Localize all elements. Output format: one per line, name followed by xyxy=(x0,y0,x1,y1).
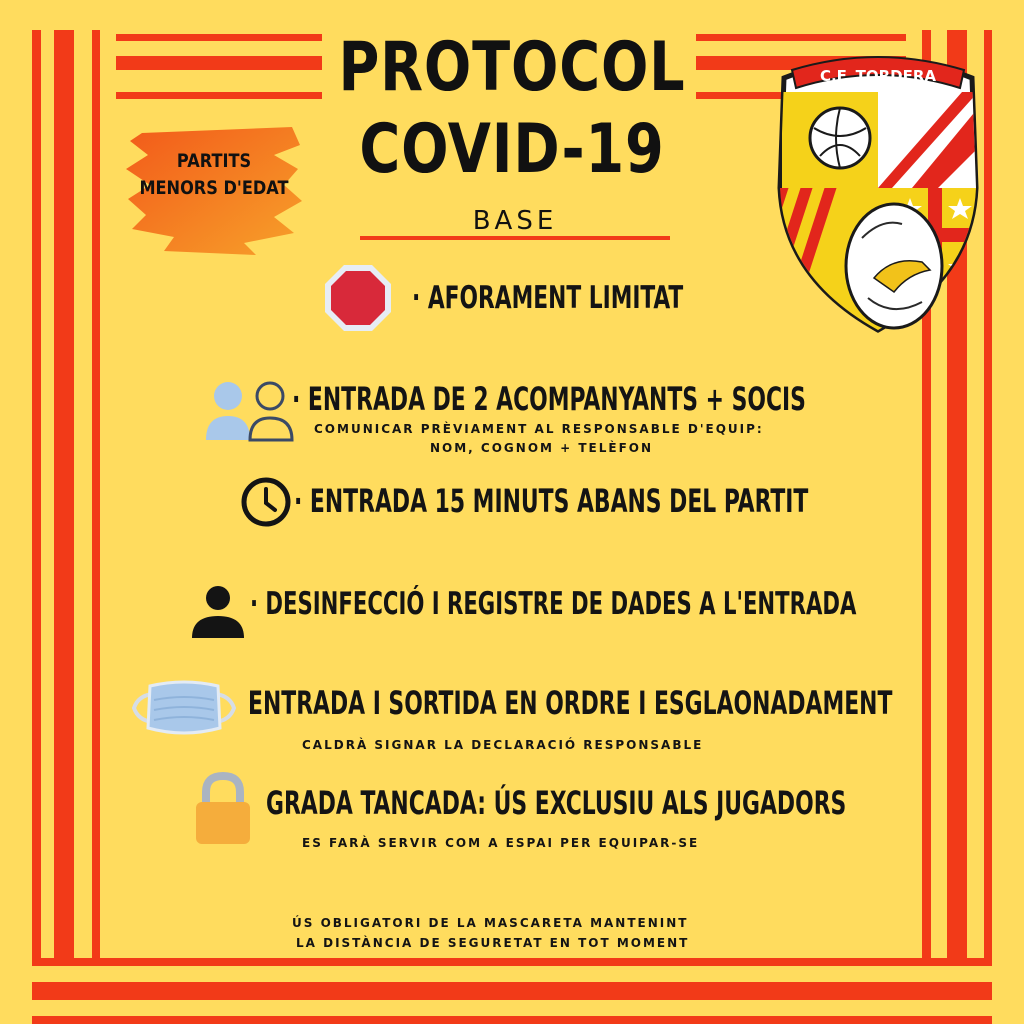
title-line-2: COVID-19 xyxy=(359,110,665,189)
left-stripe-2 xyxy=(54,30,74,960)
item-grada-note: ES FARÀ SERVIR COM A ESPAI PER EQUIPAR-SE xyxy=(302,836,700,850)
item-desinfeccio: · DESINFECCIÓ I REGISTRE DE DADES A L'ENTRADA xyxy=(250,586,857,622)
badge-label xyxy=(138,148,291,202)
item-entrada-sortida-note: CALDRÀ SIGNAR LA DECLARACIÓ RESPONSABLE xyxy=(302,738,704,752)
item-acompanyants-note-1: COMUNICAR PRÈVIAMENT AL RESPONSABLE D'EQUIP: xyxy=(314,422,764,436)
left-stripe-1 xyxy=(32,30,41,960)
bottom-stripe-2 xyxy=(32,982,992,1000)
clock-icon xyxy=(240,476,292,528)
footer-line-2: LA DISTÀNCIA DE SEGURETAT EN TOT MOMENT xyxy=(296,936,690,950)
people-icon xyxy=(204,378,298,442)
title-line-1: PROTOCOL xyxy=(338,28,686,107)
item-aforament: · AFORAMENT LIMITAT xyxy=(412,280,684,316)
badge-line-1: PARTITS xyxy=(176,150,252,172)
person-icon xyxy=(190,584,246,640)
subtitle: BASE xyxy=(472,206,558,236)
item-grada: GRADA TANCADA: ÚS EXCLUSIU ALS JUGADORS xyxy=(266,784,847,822)
crest-club-name: C.F. TORDERA xyxy=(819,67,937,85)
bottom-stripe-1 xyxy=(32,958,992,966)
club-crest-icon xyxy=(762,48,994,338)
subtitle-underline xyxy=(360,236,670,240)
face-mask-icon xyxy=(130,678,238,738)
item-entrada-sortida: ENTRADA I SORTIDA EN ORDRE I ESGLAONADAMENT xyxy=(248,684,893,722)
badge-line-2: MENORS D'EDAT xyxy=(139,177,289,199)
padlock-icon xyxy=(192,770,254,846)
item-horari: · ENTRADA 15 MINUTS ABANS DEL PARTIT xyxy=(294,482,809,520)
item-acompanyants-note-2: NOM, COGNOM + TELÈFON xyxy=(430,441,654,455)
item-acompanyants: · ENTRADA DE 2 ACOMPANYANTS + SOCIS xyxy=(292,380,806,418)
bottom-stripe-3 xyxy=(32,1016,992,1024)
stop-octagon-icon xyxy=(322,262,394,334)
footer-line-1: ÚS OBLIGATORI DE LA MASCARETA MANTENINT xyxy=(292,916,689,930)
